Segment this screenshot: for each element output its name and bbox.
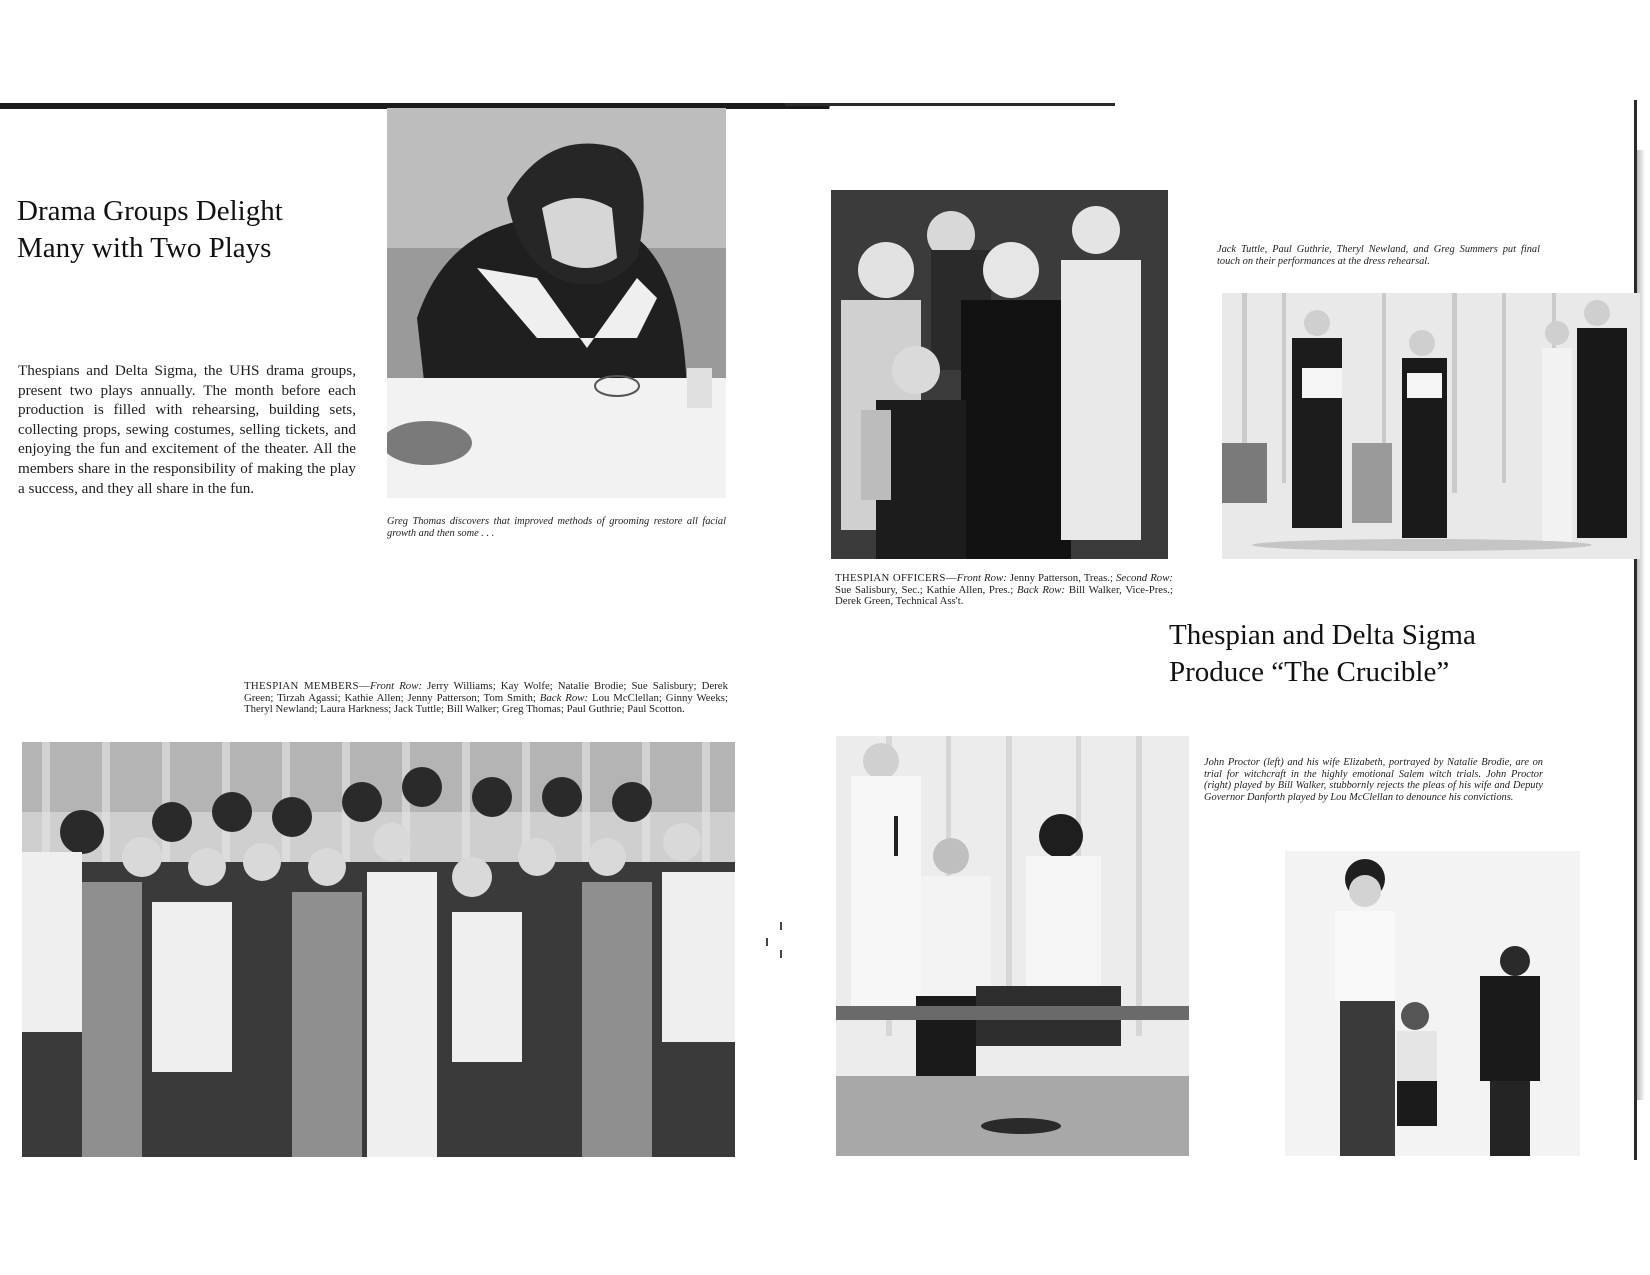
top-page-edge-right xyxy=(785,103,1115,106)
page-heading-right xyxy=(1169,617,1589,691)
caption-row-label: Second Row: xyxy=(1116,572,1173,584)
gutter-mark xyxy=(766,938,768,946)
intro-paragraph: Thespians and Delta Sigma, the UHS drama groups, present two plays annually. The month before each production is filled with rehearsing, building sets, collecting props, sewing costumes, selling tickets, and enjoying the fun and excitement of the theater. All the members share in the responsibility of making the play a success, and they all share in the fun. xyxy=(18,362,356,497)
caption-label: THESPIAN MEMBERS— xyxy=(244,680,370,692)
caption-row-label: Front Row: xyxy=(369,680,423,692)
gutter-mark xyxy=(780,950,782,958)
trial-photo-right xyxy=(1285,851,1580,1156)
page-heading-left xyxy=(17,193,377,267)
heading-line: Produce “The Crucible” xyxy=(1169,656,1450,688)
rehearsal-caption: Jack Tuttle, Paul Guthrie, Theryl Newland, and Greg Summers put final touch on their performances at the dress rehearsal. xyxy=(1217,244,1540,267)
members-caption xyxy=(244,681,728,716)
caption-row-label: Back Row: xyxy=(539,691,589,704)
caption-names: Bill Walker, Vice-Pres.; Derek Green, Technical Ass't. xyxy=(835,583,1173,608)
members-photo xyxy=(22,742,735,1157)
caption-names: Jenny Patterson, Treas.; xyxy=(1009,572,1113,584)
caption-row-label: Back Row: xyxy=(1016,583,1066,596)
heading-line: Thespian and Delta Sigma xyxy=(1169,619,1476,651)
page-curl xyxy=(760,103,830,125)
caption-names: Jerry Williams; Kay Wolfe; Natalie Brodie; Sue Salisbury; Derek Green; Tirzah Agassi; Kathie Allen; Jenny Patterson; Tom Smith; xyxy=(244,680,729,704)
grooming-caption: Greg Thomas discovers that improved methods of grooming restore all facial growth and then some . . . xyxy=(387,516,726,539)
officers-caption xyxy=(835,573,1173,608)
trial-photo-left xyxy=(836,736,1189,1156)
caption-names: Sue Salisbury, Sec.; Kathie Allen, Pres.; xyxy=(835,583,1014,596)
rehearsal-photo xyxy=(1222,293,1640,559)
gutter-mark xyxy=(780,922,782,930)
caption-label: THESPIAN OFFICERS— xyxy=(835,572,957,584)
officers-photo xyxy=(831,190,1168,559)
heading-line: Drama Groups Delight xyxy=(17,195,283,227)
caption-names: Lou McClellan; Ginny Weeks; Theryl Newland; Laura Harkness; Jack Tuttle; Bill Walker; Greg Thomas; Paul Guthrie; Paul Scotton. xyxy=(244,691,728,716)
grooming-photo xyxy=(387,108,726,498)
caption-row-label: Front Row: xyxy=(956,572,1007,584)
trial-caption: John Proctor (left) and his wife Elizabeth, portrayed by Natalie Brodie, are on trial for witchcraft in the highly emotional Salem witch trials. John Proctor (right) played by Bill Walker, stubbornly rejects the pleas of his wife and Deputy Governor Danforth played by Lou McClellan to denounce his convictions. xyxy=(1204,757,1543,803)
heading-line: Many with Two Plays xyxy=(17,232,272,264)
